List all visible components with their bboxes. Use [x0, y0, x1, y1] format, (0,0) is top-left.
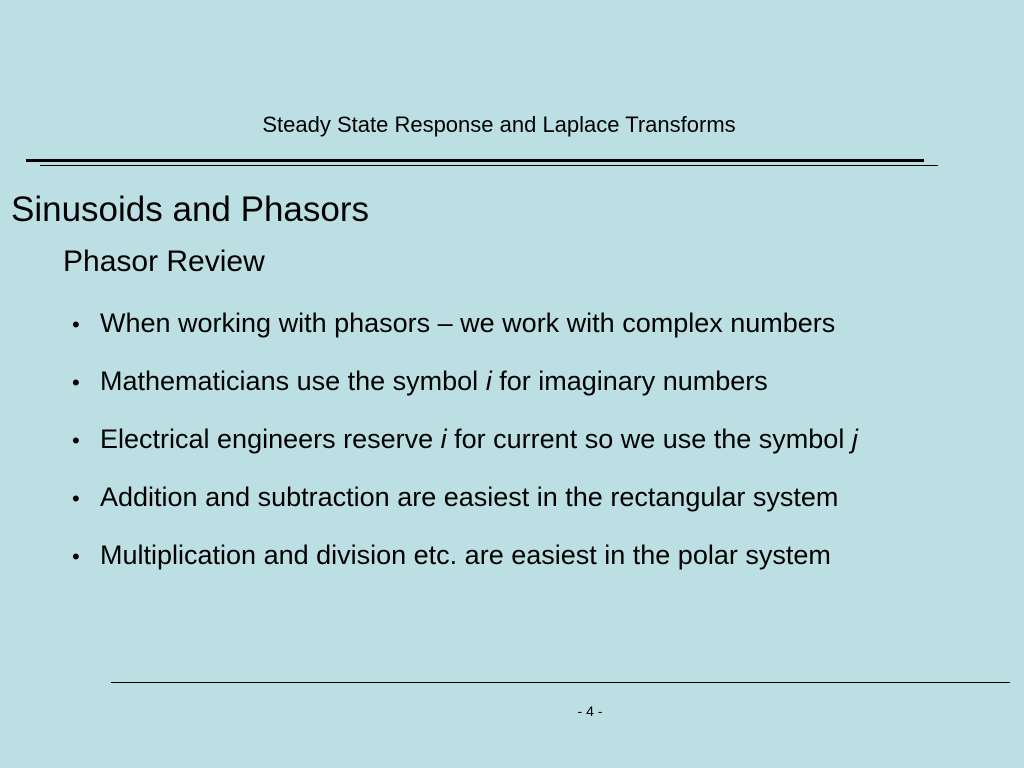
- bullet-text-part: Mathematicians use the symbol: [100, 366, 486, 396]
- bullet-text-symbol: j: [851, 424, 858, 454]
- bullet-text: [100, 536, 831, 574]
- bullet-text-part: Multiplication and division etc. are easiest in the polar system: [100, 540, 831, 570]
- bullet-text-part: for imaginary numbers: [491, 366, 768, 396]
- bullet-text-part: Addition and subtraction are easiest in the rectangular system: [100, 482, 839, 512]
- header-divider-thin: [40, 165, 938, 166]
- bullet-text-symbol: i: [485, 366, 492, 396]
- header-title: Steady State Response and Laplace Transforms: [262, 112, 736, 137]
- bullet-text: [100, 420, 858, 458]
- page-number: - 4 -: [577, 703, 603, 719]
- bullet-dot-icon: •: [72, 544, 80, 569]
- bullet-dot-icon: •: [72, 428, 80, 453]
- bullet-dot-icon: •: [72, 312, 80, 337]
- bullet-item: [72, 536, 858, 574]
- bullet-dot-icon: •: [72, 370, 80, 395]
- slide-title: Sinusoids and Phasors: [11, 190, 369, 229]
- bullet-text-part: When working with phasors – we work with complex numbers: [100, 308, 836, 338]
- bullet-dot-icon: •: [72, 486, 80, 511]
- bullet-item: [72, 304, 858, 342]
- header-divider-thick: [26, 159, 924, 162]
- bullet-text: [100, 362, 768, 400]
- bullet-text: [100, 478, 838, 516]
- bullet-text-part: Electrical engineers reserve: [100, 424, 441, 454]
- bullet-text-part: for current so we use the symbol: [446, 424, 852, 454]
- bullet-list: [72, 304, 858, 594]
- bullet-item: [72, 362, 858, 400]
- bullet-text: [100, 304, 835, 342]
- footer-divider: [111, 682, 1010, 683]
- bullet-item: [72, 420, 858, 458]
- bullet-item: [72, 478, 858, 516]
- slide-subtitle: Phasor Review: [63, 245, 265, 278]
- bullet-text-symbol: i: [440, 424, 447, 454]
